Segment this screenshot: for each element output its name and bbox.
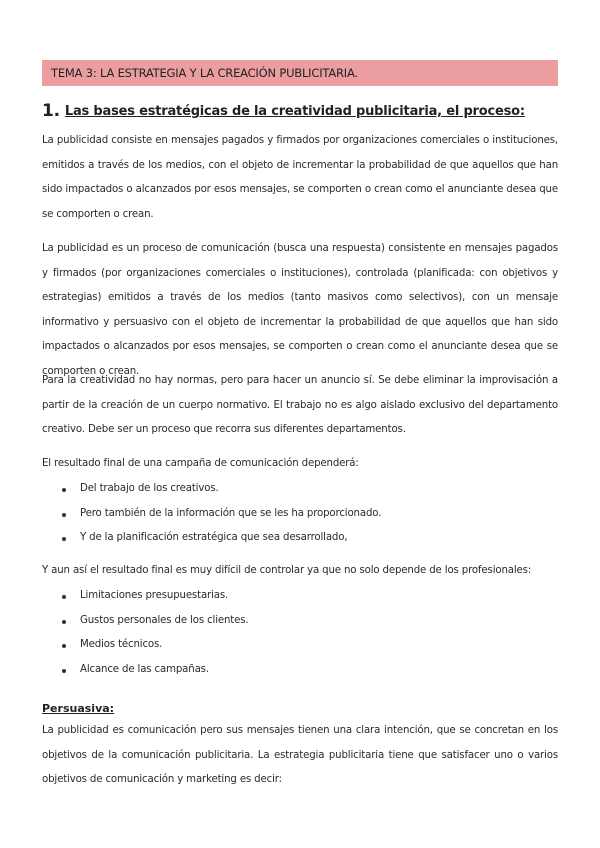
- bullet-icon: [62, 488, 66, 492]
- section-title: Las bases estratégicas de la creatividad publicitaria, el proceso:: [64, 104, 525, 119]
- bullet-icon: [62, 513, 66, 517]
- paragraph-process: La publicidad es un proceso de comunicación (busca una respuesta) consistente en mensajes pagados y firmados (por organizaciones comerciales o instituciones), controlada (planificada: con objetivos y estrategias) emitidos a través de los medios (tanto masivos como selectivos), con un mensaje informativo y persuasivo con el objeto de incrementar la probabilidad de que aquellos que han sido impactados o alcanzados por esos mensajes, se comporten o crean como el anunciante desea que se comporten o crean.: [42, 243, 558, 377]
- bullet-icon: [62, 620, 66, 624]
- topic-title: TEMA 3: LA ESTRATEGIA Y LA CREACIÓN PUBLICITARIA.: [51, 66, 358, 80]
- bullet-icon: [62, 669, 66, 673]
- paragraph-creativity: Para la creatividad no hay normas, pero para hacer un anuncio sí. Se debe eliminar la improvisación a partir de la creación de un cuerpo normativo. El trabajo no es algo aislado exclusivo del departamento creativo. Debe ser un proceso que recorra sus diferentes departamentos.: [42, 375, 558, 435]
- paragraph-persuasive: La publicidad es comunicación pero sus mensajes tienen una clara intención, que se concretan en los objetivos de la comunicación publicitaria. La estrategia publicitaria tiene que satisfacer uno o varios objetivos de comunicación y marketing es decir:: [42, 725, 558, 785]
- subsection-heading: Persuasiva:: [42, 702, 115, 715]
- list-item: Limitaciones presupuestarias.: [42, 584, 542, 609]
- list-item: Medios técnicos.: [42, 633, 542, 658]
- paragraph-control: Y aun así el resultado final es muy difícil de controlar ya que no solo depende de los profesionales:: [42, 565, 532, 576]
- paragraph-result-intro: El resultado final de una campaña de comunicación dependerá:: [42, 458, 359, 469]
- paragraph-definition: La publicidad consiste en mensajes pagados y firmados por organizaciones comerciales o instituciones, emitidos a través de los medios, con el objeto de incrementar la probabilidad de que aquellos que han sido impactados o alcanzados por esos mensajes, se comporten o crean como el anunciante desea que se comporten o crean.: [42, 135, 558, 220]
- result-dependencies-list: [42, 477, 542, 551]
- bullet-icon: [62, 537, 66, 541]
- bullet-icon: [62, 595, 66, 599]
- list-item: Pero también de la información que se les ha proporcionado.: [42, 502, 542, 527]
- list-item: Y de la planificación estratégica que sea desarrollado,: [42, 526, 542, 551]
- bullet-icon: [62, 644, 66, 648]
- topic-banner: [42, 60, 558, 86]
- section-number: 1.: [42, 101, 60, 121]
- list-item: Alcance de las campañas.: [42, 658, 542, 683]
- list-item: Del trabajo de los creativos.: [42, 477, 542, 502]
- limitations-list: [42, 584, 542, 682]
- list-item: Gustos personales de los clientes.: [42, 609, 542, 634]
- section-heading: [42, 101, 562, 121]
